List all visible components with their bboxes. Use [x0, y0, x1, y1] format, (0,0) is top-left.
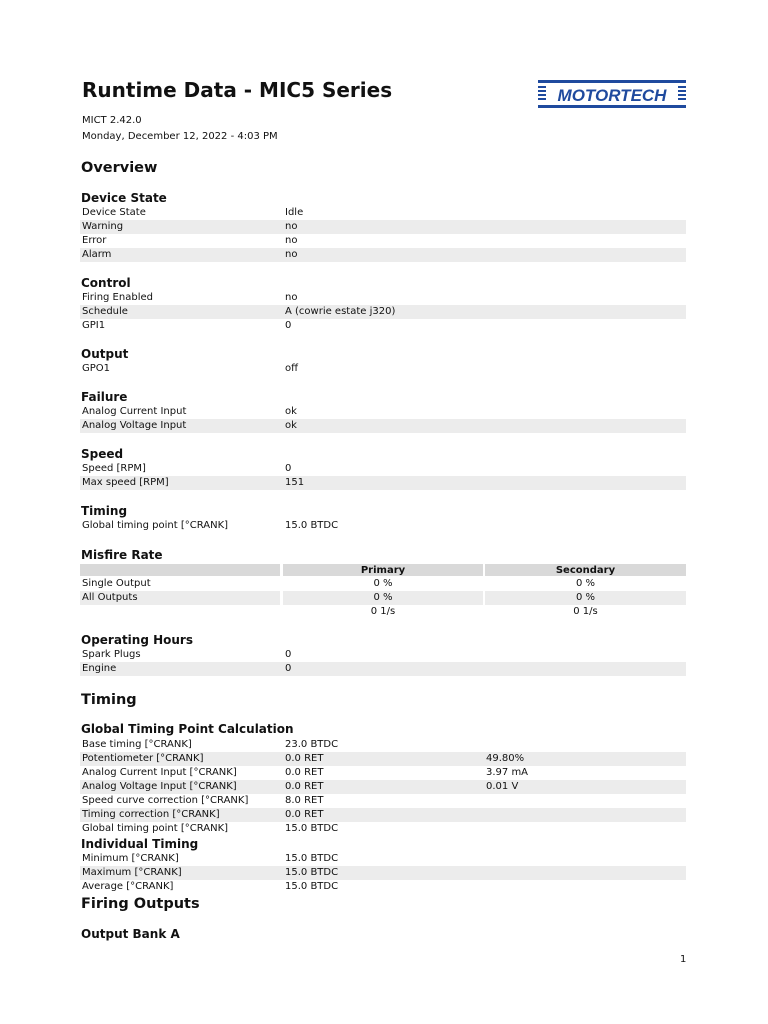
- table-row: Minimum [°CRANK] 15.0 BTDC: [82, 853, 339, 864]
- global-calc-heading: Global Timing Point Calculation: [81, 722, 294, 736]
- table-row: Error no: [82, 235, 298, 246]
- table-row: Average [°CRANK] 15.0 BTDC: [82, 881, 339, 892]
- overview-timing-heading: Timing: [81, 504, 128, 518]
- table-row: Maximum [°CRANK] 15.0 BTDC: [80, 866, 686, 880]
- firing-outputs-heading: Firing Outputs: [81, 896, 200, 912]
- failure-heading: Failure: [81, 390, 128, 404]
- motortech-logo-icon: [538, 77, 686, 111]
- table-row: Engine 0: [80, 662, 686, 676]
- device-state-heading: Device State: [81, 191, 167, 205]
- table-row: Global timing point [°CRANK] 15.0 BTDC: [82, 823, 339, 834]
- page-number: 1: [680, 954, 687, 965]
- misfire-col-secondary: Secondary: [485, 564, 686, 576]
- output-bank-a-heading: Output Bank A: [81, 927, 180, 941]
- table-row: Analog Current Input ok: [82, 406, 297, 417]
- table-row: Device State Idle: [82, 207, 304, 218]
- table-row: Spark Plugs 0: [82, 649, 292, 660]
- table-row: Timing correction [°CRANK] 0.0 RET: [80, 808, 686, 822]
- table-row: Speed [RPM] 0: [82, 463, 292, 474]
- table-row: 0 1/s 0 1/s: [370, 606, 598, 617]
- table-row: Schedule A (cowrie estate j320): [80, 305, 686, 319]
- table-row: Alarm no: [80, 248, 686, 262]
- timing-heading: Timing: [81, 692, 137, 708]
- table-row: Potentiometer [°CRANK] 0.0 RET 49.80%: [80, 752, 686, 766]
- software-version: MICT 2.42.0: [82, 115, 142, 126]
- logo-text: MOTORTECH: [557, 86, 667, 105]
- table-row: Warning no: [80, 220, 686, 234]
- table-row: Firing Enabled no: [82, 292, 298, 303]
- misfire-heading: Misfire Rate: [81, 548, 163, 562]
- table-row: Single Output 0 % 0 %: [82, 578, 596, 589]
- speed-heading: Speed: [81, 447, 124, 461]
- report-date: Monday, December 12, 2022 - 4:03 PM: [82, 131, 278, 142]
- table-row: Base timing [°CRANK] 23.0 BTDC: [82, 739, 339, 750]
- misfire-header-row: [80, 564, 686, 576]
- individual-timing-heading: Individual Timing: [81, 837, 199, 851]
- control-heading: Control: [81, 276, 131, 290]
- page-title: Runtime Data - MIC5 Series: [82, 78, 393, 102]
- table-row: Speed curve correction [°CRANK] 8.0 RET: [82, 795, 324, 806]
- table-row: Max speed [RPM] 151: [80, 476, 686, 490]
- table-row: GPI1 0: [82, 320, 292, 331]
- table-row: Analog Current Input [°CRANK] 0.0 RET 3.97 mA: [82, 767, 529, 778]
- overview-heading: Overview: [81, 160, 158, 176]
- table-row: Global timing point [°CRANK] 15.0 BTDC: [82, 520, 339, 531]
- table-row: Analog Voltage Input [°CRANK] 0.0 RET 0.01 V: [80, 780, 686, 794]
- output-heading: Output: [81, 347, 129, 361]
- table-row: Analog Voltage Input ok: [80, 419, 686, 433]
- operating-hours-heading: Operating Hours: [81, 633, 193, 647]
- table-row: GPO1 off: [82, 363, 299, 374]
- misfire-col-primary: Primary: [283, 564, 483, 576]
- table-row: All Outputs 0 % 0 %: [80, 591, 686, 605]
